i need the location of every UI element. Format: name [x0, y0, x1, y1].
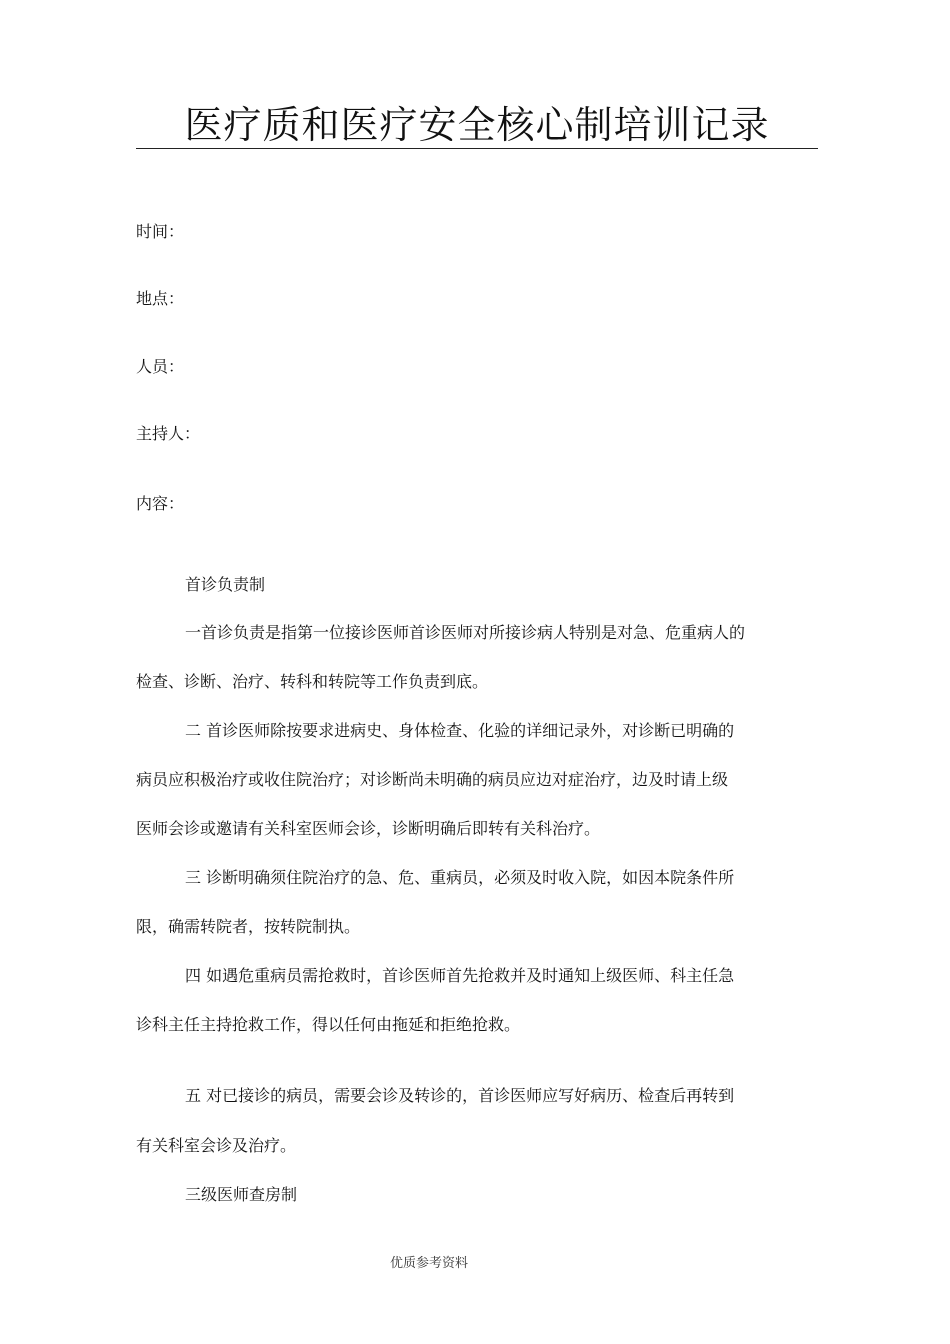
host-label: 主持人：	[136, 424, 201, 443]
paragraph-2-line-1: 二 首诊医师除按要求进病史、身体检查、化验的详细记录外，对诊断已明确的	[185, 721, 735, 740]
paragraph-3-line-2: 限，确需转院者，按转院制执。	[136, 917, 361, 936]
paragraph-5-line-1: 五 对已接诊的病员，需要会诊及转诊的，首诊医师应写好病历、检查后再转到	[185, 1086, 735, 1105]
time-label: 时间：	[136, 222, 185, 241]
section-heading-three-level-rounds: 三级医师查房制	[185, 1185, 298, 1204]
paragraph-5-line-2: 有关科室会诊及治疗。	[136, 1136, 297, 1155]
people-label: 人员：	[136, 357, 185, 376]
page-title: 医疗质和医疗安全核心制培训记录	[136, 102, 818, 149]
section-heading-first-visit: 首诊负责制	[185, 575, 266, 594]
paragraph-2-line-3: 医师会诊或邀请有关科室医师会诊，诊断明确后即转有关科治疗。	[136, 819, 601, 838]
page-footer: 优质参考资料	[390, 1256, 469, 1271]
paragraph-4-line-1: 四 如遇危重病员需抢救时，首诊医师首先抢救并及时通知上级医师、科主任急	[185, 966, 735, 985]
paragraph-1-line-2: 检查、诊断、治疗、转科和转院等工作负责到底。	[136, 672, 489, 691]
content-label: 内容：	[136, 494, 185, 513]
paragraph-4-line-2: 诊科主任主持抢救工作，得以任何由拖延和拒绝抢救。	[136, 1015, 521, 1034]
paragraph-1-line-1: 一首诊负责是指第一位接诊医师首诊医师对所接诊病人特别是对急、危重病人的	[185, 623, 746, 642]
place-label: 地点：	[136, 289, 185, 308]
paragraph-2-line-2: 病员应积极治疗或收住院治疗；对诊断尚未明确的病员应边对症治疗，边及时请上级	[136, 770, 729, 789]
paragraph-3-line-1: 三 诊断明确须住院治疗的急、危、重病员，必须及时收入院，如因本院条件所	[185, 868, 735, 887]
